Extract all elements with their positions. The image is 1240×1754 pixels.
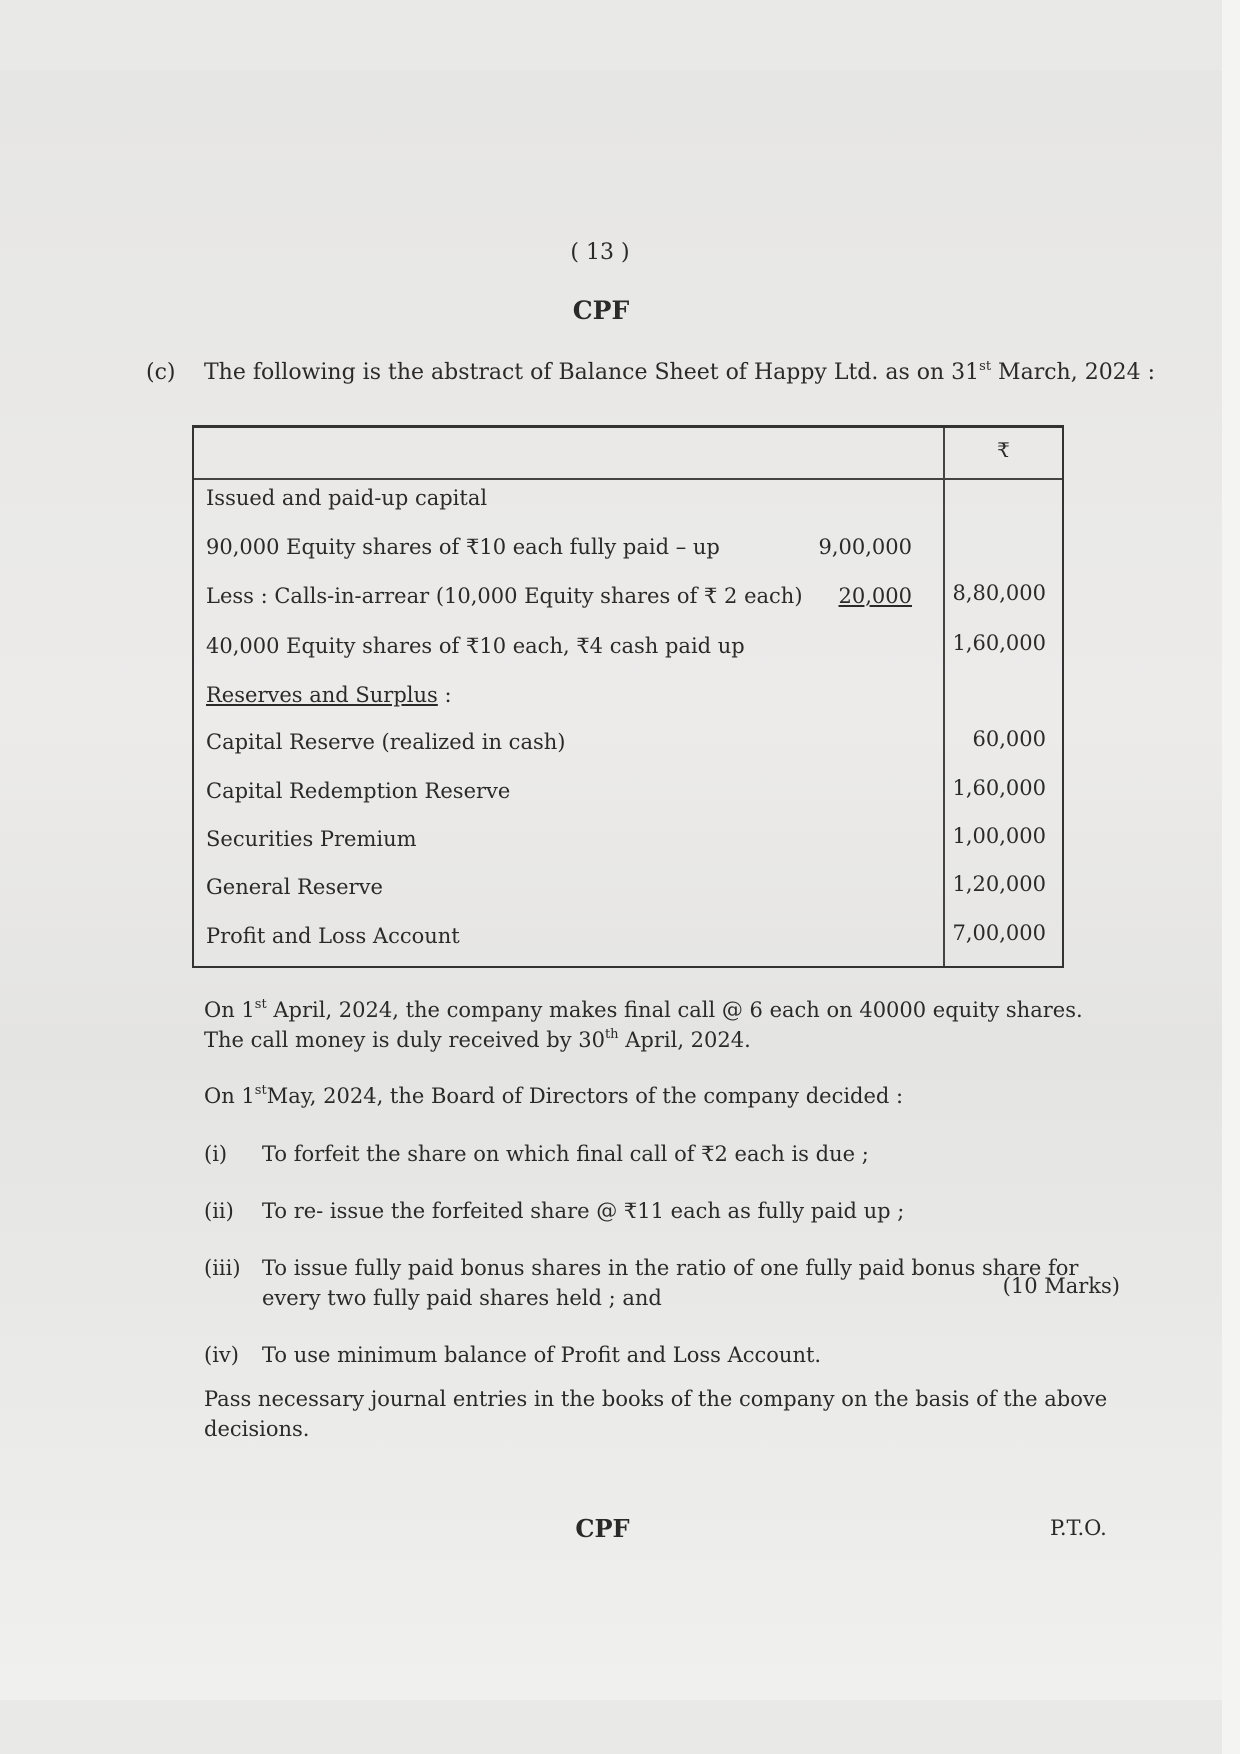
row-amount: 8,80,000 — [952, 581, 1046, 605]
row-amount: 7,00,000 — [952, 921, 1046, 945]
paper-code-footer: CPF — [575, 1514, 630, 1543]
row-label: Securities Premium — [206, 827, 417, 851]
row-amount: 1,20,000 — [952, 872, 1046, 896]
balance-sheet-table — [192, 425, 1064, 968]
row-label: Capital Reserve (realized in cash) — [206, 730, 566, 754]
marks-label: (10 Marks) — [1002, 1274, 1120, 1298]
page-number: ( 13 ) — [570, 240, 630, 265]
decision-number: (ii) — [204, 1199, 234, 1223]
table-row — [194, 631, 1062, 664]
decision-number: (iii) — [204, 1256, 241, 1280]
final-call-paragraph — [204, 995, 1114, 1055]
row-label: Issued and paid-up capital — [206, 486, 488, 510]
row-amount: 1,00,000 — [952, 824, 1046, 848]
row-label: Profit and Loss Account — [206, 924, 460, 948]
paragraph-line: The call money is duly received by 30th April, 2024. — [204, 1027, 751, 1052]
decision-number: (i) — [204, 1142, 228, 1166]
row-amount: 1,60,000 — [952, 776, 1046, 800]
row-label: 40,000 Equity shares of ₹10 each, ₹4 cash paid up — [206, 634, 745, 658]
question-intro: The following is the abstract of Balance Sheet of Happy Ltd. as on 31st March, 2024 : — [204, 359, 1156, 385]
table-row — [194, 921, 1062, 954]
question-label: (c) — [146, 360, 176, 385]
paper-code-header: CPF — [572, 296, 630, 325]
decision-text: To issue fully paid bonus shares in the ratio of one fully paid bonus share for every two fully paid shares held ; and — [262, 1256, 1079, 1310]
row-sub-amount: 20,000 — [838, 584, 912, 608]
scan-edge — [1222, 0, 1240, 1754]
decision-text: To forfeit the share on which final call of ₹2 each is due ; — [262, 1142, 869, 1166]
table-row — [194, 683, 1062, 713]
paragraph-line: On 1st April, 2024, the company makes final call @ 6 each on 40000 equity shares. — [204, 997, 1083, 1022]
table-row — [194, 727, 1062, 760]
table-row — [194, 581, 1062, 614]
rupee-column-header: ₹ — [997, 438, 1010, 462]
pto-label: P.T.O. — [1050, 1516, 1107, 1540]
instruction-text: Pass necessary journal entries in the books of the company on the basis of the above decisions. — [204, 1387, 1108, 1441]
decision-number: (iv) — [204, 1343, 239, 1367]
row-sub-amount: 9,00,000 — [818, 535, 912, 559]
row-amount: 1,60,000 — [952, 631, 1046, 655]
decision-text: To use minimum balance of Profit and Loss Account. — [262, 1343, 822, 1367]
table-row — [194, 535, 1062, 565]
board-decision-intro: On 1stMay, 2024, the Board of Directors of the company decided : — [204, 1083, 904, 1108]
row-label: General Reserve — [206, 875, 383, 899]
row-label: 90,000 Equity shares of ₹10 each fully paid – up — [206, 535, 720, 559]
table-row — [194, 824, 1062, 857]
row-label: Reserves and Surplus : — [206, 683, 452, 707]
row-label: Capital Redemption Reserve — [206, 779, 511, 803]
table-row — [194, 776, 1062, 809]
table-header-row — [194, 428, 1062, 480]
table-row — [194, 872, 1062, 905]
row-amount: 60,000 — [972, 727, 1046, 751]
decision-text: To re- issue the forfeited share @ ₹11 each as fully paid up ; — [262, 1199, 905, 1223]
row-label: Less : Calls-in-arrear (10,000 Equity shares of ₹ 2 each) — [206, 584, 803, 608]
table-row — [194, 486, 1062, 516]
